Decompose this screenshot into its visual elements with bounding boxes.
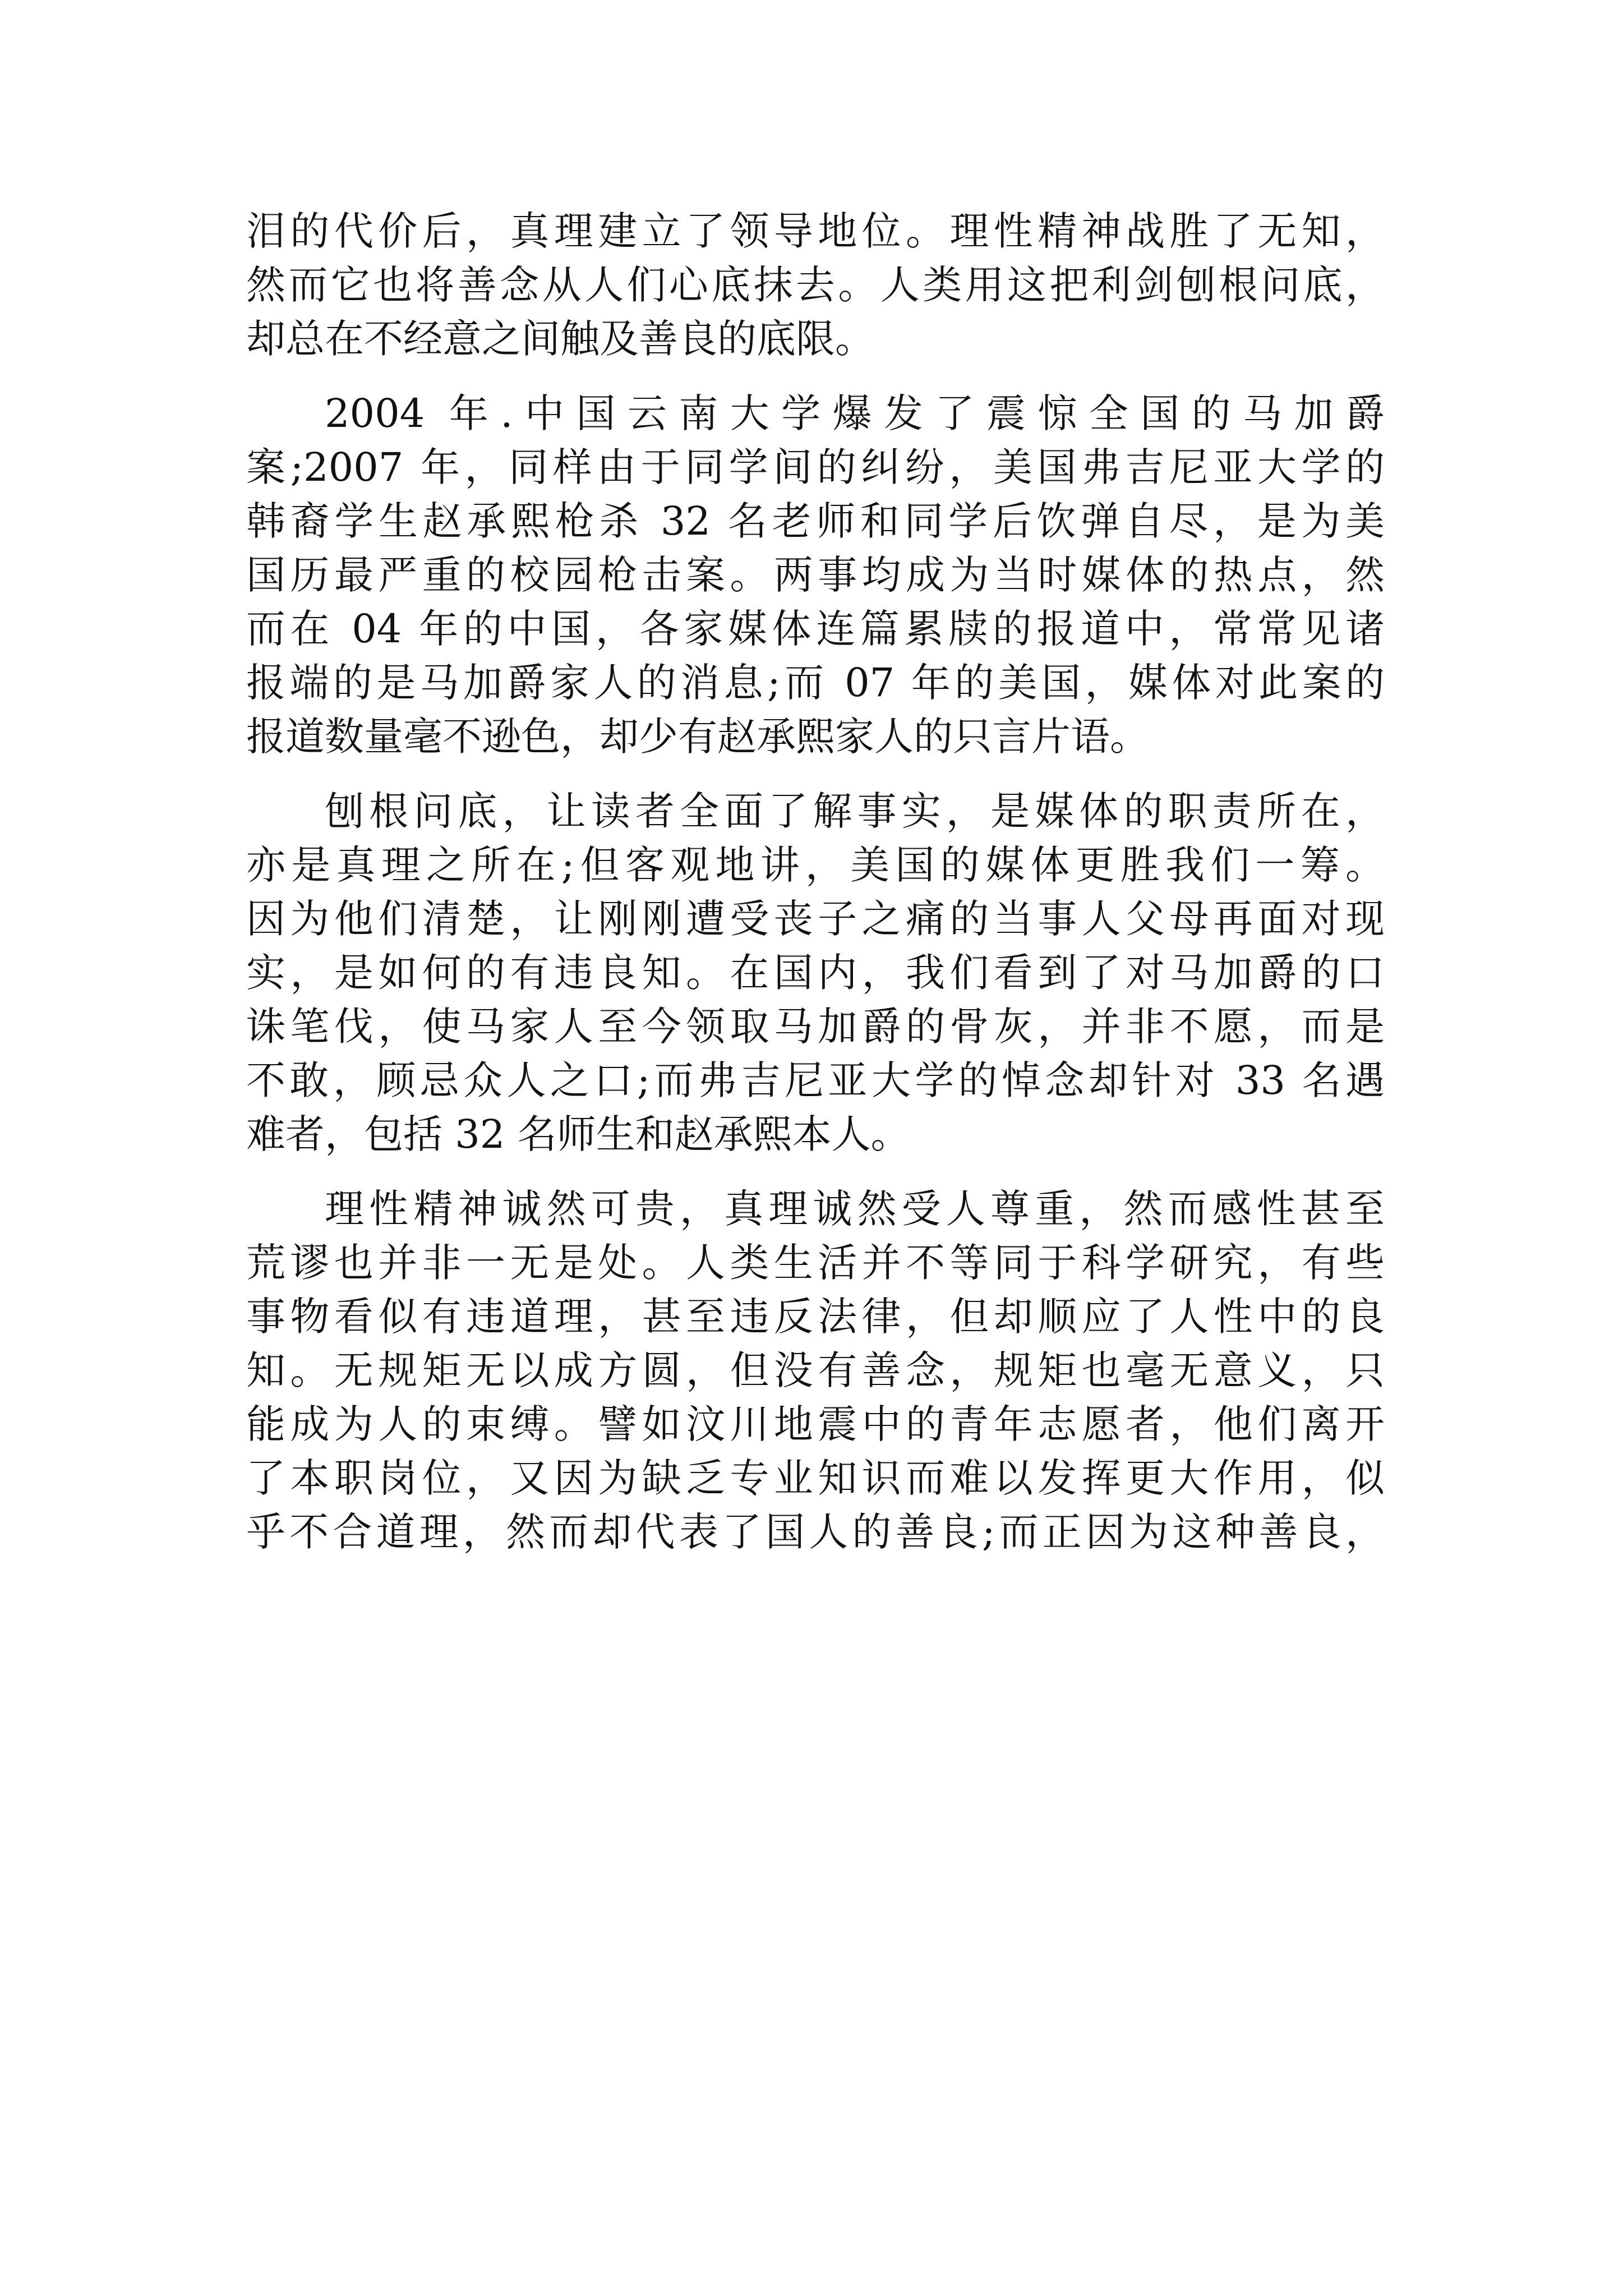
- paragraph-2: [246, 390, 1385, 761]
- text-line: 然而它也将善念从人们心底抹去。人类用这把利剑刨根问底，: [246, 262, 1385, 308]
- text-line: 因为他们清楚，让刚刚遭受丧子之痛的当事人父母再面对现: [246, 896, 1385, 942]
- text-line: 了本职岗位，又因为缺乏专业知识而难以发挥更大作用，似: [246, 1455, 1385, 1501]
- text-line: 亦是真理之所在;但客观地讲，美国的媒体更胜我们一筹。: [246, 842, 1385, 888]
- text-line: 泪的代价后，真理建立了领导地位。理性精神战胜了无知，: [246, 208, 1385, 254]
- text-line: 2004 年.中国云南大学爆发了震惊全国的马加爵: [325, 390, 1385, 436]
- text-line: 刨根问底，让读者全面了解事实，是媒体的职责所在，: [325, 788, 1385, 834]
- text-line: 实，是如何的有违良知。在国内，我们看到了对马加爵的口: [246, 950, 1385, 996]
- paragraph-3: [246, 788, 1385, 1158]
- text-line: 报端的是马加爵家人的消息;而 07 年的美国，媒体对此案的: [246, 660, 1385, 706]
- text-line: 能成为人的束缚。譬如汶川地震中的青年志愿者，他们离开: [246, 1401, 1385, 1447]
- text-line: 而在 04 年的中国，各家媒体连篇累牍的报道中，常常见诸: [246, 606, 1385, 652]
- body-text: [246, 208, 1385, 1583]
- text-line: 理性精神诚然可贵，真理诚然受人尊重，然而感性甚至: [325, 1186, 1385, 1232]
- text-line: 国历最严重的校园枪击案。两事均成为当时媒体的热点，然: [246, 552, 1385, 598]
- text-line: 荒谬也并非一无是处。人类生活并不等同于科学研究，有些: [246, 1240, 1385, 1286]
- text-line: 难者，包括 32 名师生和赵承熙本人。: [246, 1111, 910, 1157]
- text-line: 报道数量毫不逊色，却少有赵承熙家人的只言片语。: [246, 714, 1149, 760]
- paragraph-1: [246, 208, 1385, 363]
- text-line: 事物看似有违道理，甚至违反法律，但却顺应了人性中的良: [246, 1294, 1385, 1340]
- text-line: 却总在不经意之间触及善良的底限。: [246, 316, 874, 362]
- text-line: 不敢，顾忌众人之口;而弗吉尼亚大学的悼念却针对 33 名遇: [246, 1057, 1385, 1103]
- text-line: 知。无规矩无以成方圆，但没有善念，规矩也毫无意义，只: [246, 1347, 1385, 1393]
- paragraph-4: [246, 1185, 1385, 1556]
- text-line: 诛笔伐，使马家人至今领取马加爵的骨灰，并非不愿，而是: [246, 1004, 1385, 1050]
- text-line: 韩裔学生赵承熙枪杀 32 名老师和同学后饮弹自尽，是为美: [246, 498, 1385, 544]
- text-line: 乎不合道理，然而却代表了国人的善良;而正因为这种善良，: [246, 1509, 1385, 1555]
- text-line: 案;2007 年，同样由于同学间的纠纷，美国弗吉尼亚大学的: [246, 444, 1385, 490]
